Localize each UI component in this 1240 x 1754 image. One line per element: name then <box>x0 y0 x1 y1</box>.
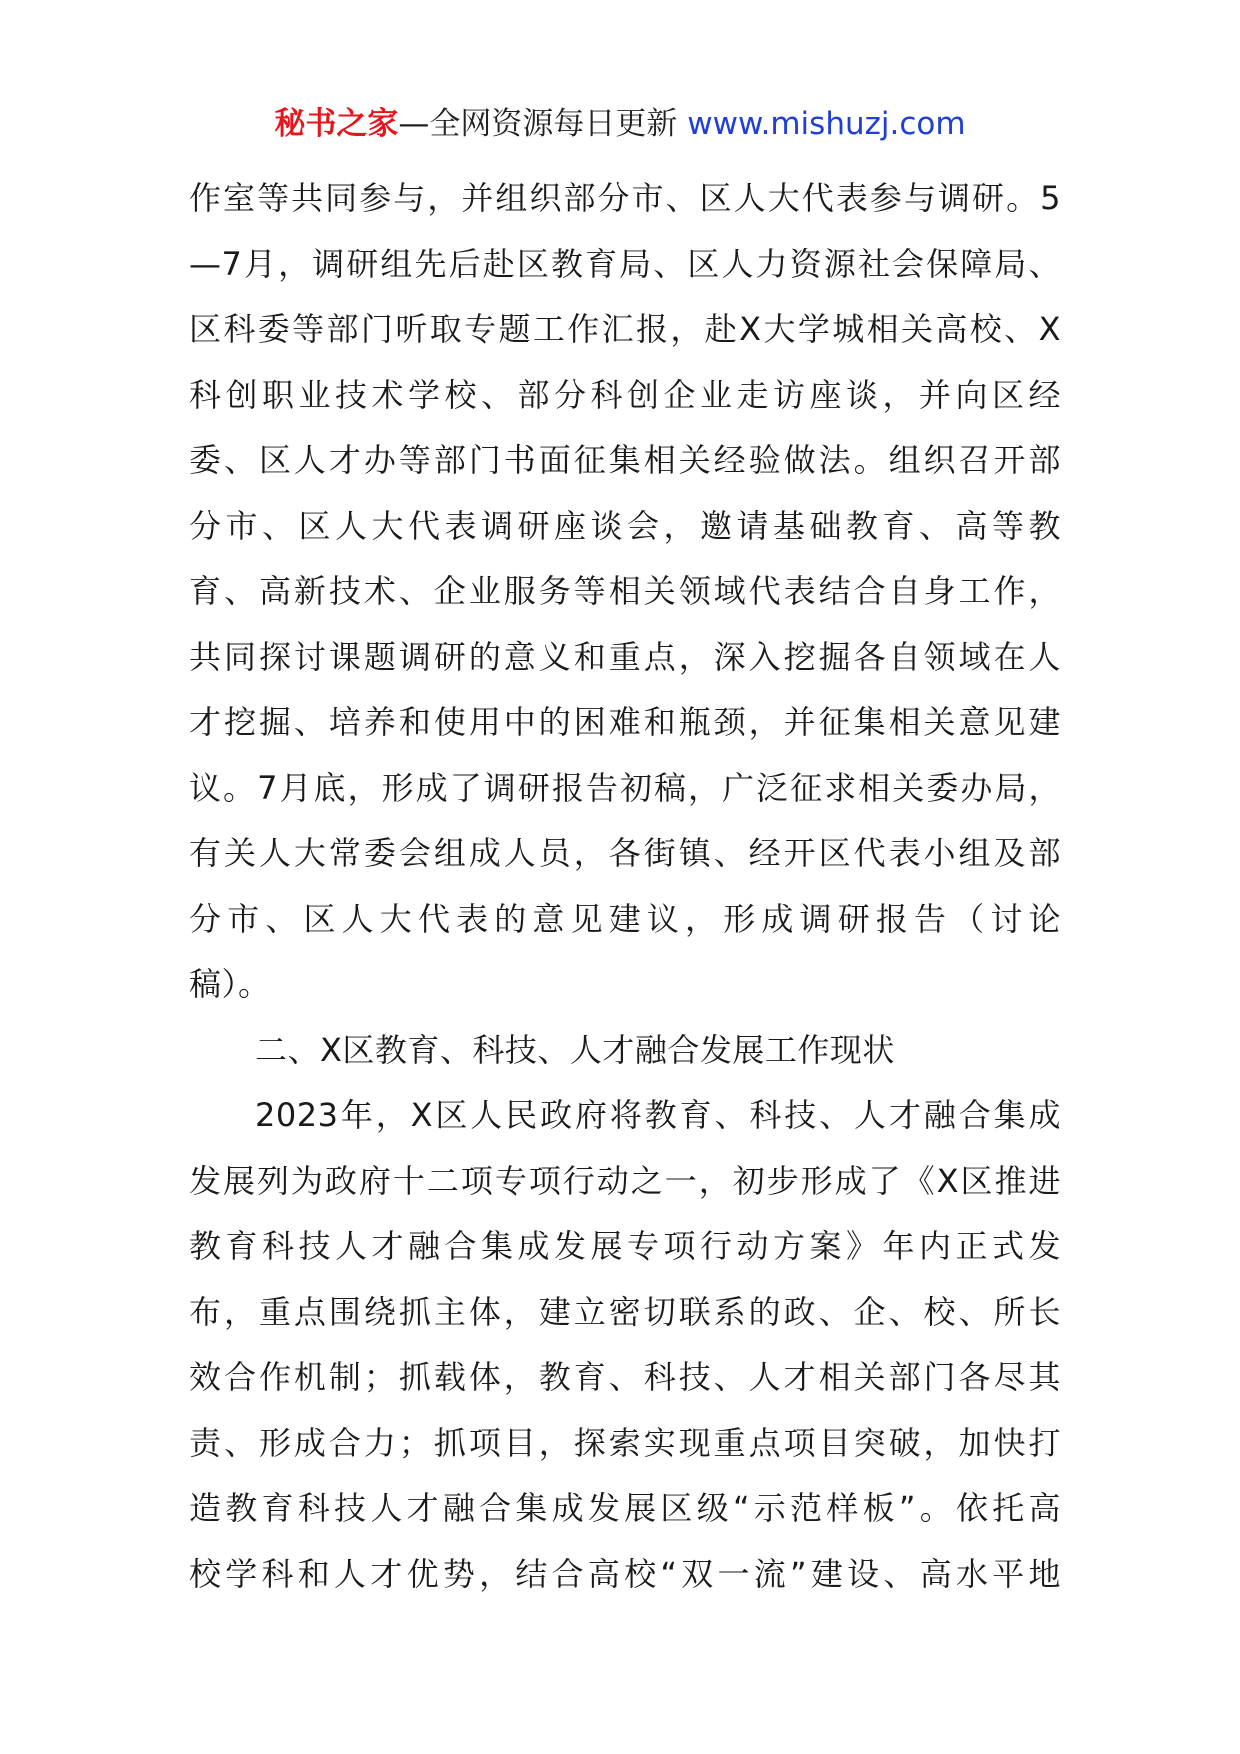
text-line: 分市、区人大代表的意见建议，形成调研报告（讨论 <box>189 899 1061 938</box>
text-line: 区科委等部门听取专题工作汇报，赴X大学城相关高校、X <box>189 310 1061 348</box>
text-line: 2023年，X区人民政府将教育、科技、人才融合集成 <box>255 1096 1061 1134</box>
text-line: —7月，调研组先后赴区教育局、区人力资源社会保障局、 <box>189 244 1061 283</box>
text-line: 布，重点围绕抓主体，建立密切联系的政、企、校、所长 <box>189 1292 1061 1331</box>
text-line: 校学科和人才优势，结合高校“双一流”建设、高水平地 <box>189 1554 1061 1593</box>
text-line: 二、X区教育、科技、人才融合发展工作现状 <box>255 1030 895 1069</box>
text-line: 造教育科技人才融合集成发展区级“示范样板”。依托高 <box>189 1489 1061 1527</box>
document-body <box>189 166 1061 1607</box>
text-line: 分市、区人大代表调研座谈会，邀请基础教育、高等教 <box>189 506 1061 545</box>
text-line: 发展列为政府十二项专项行动之一，初步形成了《X区推进 <box>189 1161 1061 1200</box>
text-line: 才挖掘、培养和使用中的困难和瓶颈，并征集相关意见建 <box>189 703 1061 741</box>
text-line: 委、区人才办等部门书面征集相关经验做法。组织召开部 <box>189 441 1061 479</box>
text-line: 稿）。 <box>189 965 271 1003</box>
text-line: 责、形成合力；抓项目，探索实现重点项目突破，加快打 <box>189 1423 1061 1462</box>
text-line: 科创职业技术学校、部分科创企业走访座谈，并向区经 <box>189 375 1061 414</box>
text-line: 育、高新技术、企业服务等相关领域代表结合自身工作， <box>189 572 1061 610</box>
text-line: 效合作机制；抓载体，教育、科技、人才相关部门各尽其 <box>189 1358 1061 1396</box>
page-header <box>0 100 1240 148</box>
text-line: 作室等共同参与，并组织部分市、区人大代表参与调研。5 <box>189 179 1061 217</box>
text-line: 共同探讨课题调研的意义和重点，深入挖掘各自领域在人 <box>189 637 1061 676</box>
header-tagline: —全网资源每日更新 <box>398 106 678 142</box>
text-line: 教育科技人才融合集成发展专项行动方案》年内正式发 <box>189 1227 1061 1265</box>
text-line: 有关人大常委会组成人员，各街镇、经开区代表小组及部 <box>189 834 1061 872</box>
brand-name: 秘书之家 <box>274 106 399 142</box>
text-line: 议。7月底，形成了调研报告初稿，广泛征求相关委办局， <box>189 768 1061 807</box>
site-link[interactable]: www.mishuzj.com <box>687 106 966 142</box>
